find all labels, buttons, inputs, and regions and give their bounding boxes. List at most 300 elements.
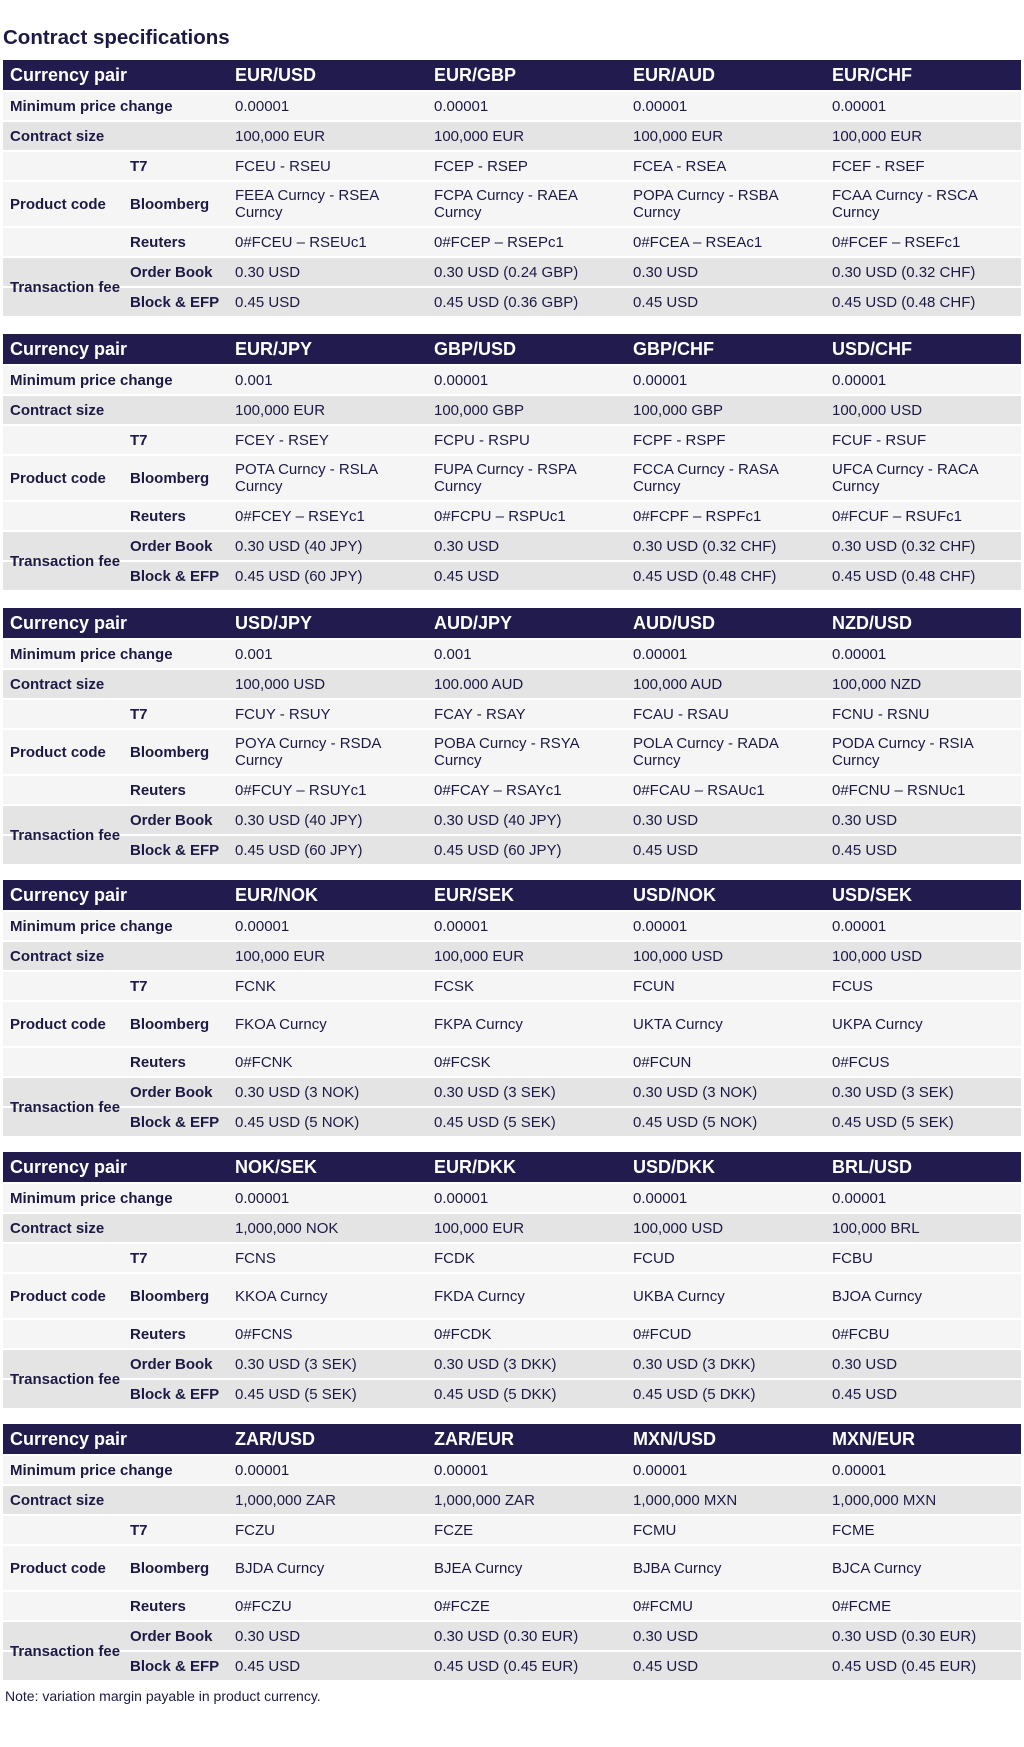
order-book-fee-value-text: 0.30 USD (3 NOK)	[633, 1083, 758, 1101]
min-price-change-value	[434, 366, 488, 394]
contract-size-value	[434, 1486, 535, 1514]
block-efp-fee-value-text: 0.45 USD (0.45 EUR)	[434, 1657, 579, 1675]
reuters-code-value	[832, 228, 960, 256]
block-efp-fee-value	[235, 1380, 357, 1408]
block-efp-label	[130, 1108, 219, 1136]
min-price-change-value-text: 0.00001	[235, 97, 290, 115]
minimum-price-change-label	[10, 92, 173, 120]
contract-size-value-text: 100,000 USD	[235, 675, 326, 693]
contract-size-value-text: 100,000 NZD	[832, 675, 922, 693]
order-book-fee-value-text: 0.30 USD	[633, 263, 699, 281]
table-row-head	[3, 334, 1021, 364]
contract-table	[3, 60, 1021, 318]
contract-size-value	[633, 122, 723, 150]
product-code-label: Product code	[10, 469, 106, 487]
t7-code-value	[633, 152, 726, 180]
t7-label-text: T7	[130, 1249, 148, 1267]
currency-pair-label-text: Currency pair	[10, 64, 128, 85]
t7-code-value	[633, 700, 729, 728]
bloomberg-code-value-text: FEEA Curncy - RSEA Curncy	[235, 187, 379, 221]
contract-size-value	[434, 396, 524, 424]
bloomberg-code-value	[434, 182, 619, 226]
reuters-code-value	[434, 776, 562, 804]
t7-code-value-text: FCAY - RSAY	[434, 705, 526, 723]
bloomberg-code-value-text: POLA Curncy - RADA Curncy	[633, 735, 779, 769]
t7-code-value-text: FCUS	[832, 977, 873, 995]
reuters-code-value-text: 0#FCME	[832, 1597, 892, 1615]
order-book-fee-value-text: 0.30 USD (3 SEK)	[434, 1083, 556, 1101]
min-price-change-value	[235, 366, 273, 394]
block-efp-fee-value	[235, 1652, 300, 1680]
bloomberg-code-value-text: BJEA Curncy	[434, 1559, 523, 1577]
t7-label	[130, 972, 148, 1000]
currency-pair-label-text: Currency pair	[10, 612, 128, 633]
min-price-change-value	[434, 912, 488, 940]
contract-size-value-text: 1,000,000 ZAR	[235, 1491, 336, 1509]
currency-pair-header-text: EUR/SEK	[434, 884, 515, 905]
block-efp-label	[130, 288, 219, 316]
min-price-change-value	[434, 92, 488, 120]
minimum-price-change-label-text: Minimum price change	[10, 97, 173, 115]
order-book-fee-value	[832, 1622, 976, 1650]
reuters-code-value	[633, 1320, 691, 1348]
reuters-code-value-text: 0#FCEU – RSEUc1	[235, 233, 367, 251]
currency-pair-label-text: Currency pair	[10, 884, 128, 905]
currency-pair-header-text: EUR/JPY	[235, 338, 313, 359]
block-efp-fee-value	[633, 1652, 698, 1680]
minimum-price-change-label	[10, 1456, 173, 1484]
order-book-fee-value-text: 0.30 USD	[633, 811, 699, 829]
table-row-bbg	[3, 456, 1021, 500]
t7-code-value-text: FCNK	[235, 977, 276, 995]
bloomberg-code-value	[633, 1546, 818, 1590]
order-book-fee-value	[832, 258, 975, 286]
reuters-code-value	[832, 1320, 890, 1348]
block-efp-fee-value-text: 0.45 USD	[832, 1385, 898, 1403]
contract-size-value-text: 100,000 EUR	[235, 947, 326, 965]
product-code-label: Product code	[10, 1015, 106, 1033]
table-row-min	[3, 1184, 1021, 1212]
contract-size-value	[434, 942, 524, 970]
transaction-fee-label: Transaction fee	[10, 552, 121, 570]
bloomberg-code-value	[633, 730, 818, 774]
t7-label	[130, 1244, 148, 1272]
block-efp-label	[130, 562, 219, 590]
minimum-price-change-label-text: Minimum price change	[10, 1189, 173, 1207]
bloomberg-code-value-text: POBA Curncy - RSYA Curncy	[434, 735, 579, 769]
t7-code-value-text: FCNU - RSNU	[832, 705, 930, 723]
order-book-fee-value	[434, 1350, 557, 1378]
contract-size-label-text: Contract size	[10, 127, 105, 145]
block-efp-fee-value	[434, 1108, 556, 1136]
contract-table	[3, 880, 1021, 1138]
order-book-fee-value	[633, 806, 698, 834]
contract-size-value	[633, 670, 722, 698]
block-efp-fee-value-text: 0.45 USD	[633, 841, 699, 859]
table-row-size	[3, 942, 1021, 970]
currency-pair-header-text: EUR/NOK	[235, 884, 319, 905]
t7-code-value	[235, 1244, 276, 1272]
table-row-ob	[3, 532, 1021, 560]
table-row-t7	[3, 1516, 1021, 1544]
currency-pair-header-text: USD/SEK	[832, 884, 913, 905]
block-efp-fee-value	[633, 288, 698, 316]
bloomberg-code-value-text: BJCA Curncy	[832, 1559, 922, 1577]
bloomberg-code-value-text: FKPA Curncy	[434, 1015, 523, 1033]
reuters-code-value-text: 0#FCDK	[434, 1325, 492, 1343]
contract-size-value-text: 100,000 EUR	[235, 401, 326, 419]
bloomberg-code-value-text: KKOA Curncy	[235, 1287, 328, 1305]
bloomberg-code-value	[434, 1274, 619, 1318]
bloomberg-code-value	[832, 1546, 1017, 1590]
block-efp-fee-value	[434, 1652, 578, 1680]
t7-label-text: T7	[130, 157, 148, 175]
minimum-price-change-label-text: Minimum price change	[10, 1461, 173, 1479]
contract-size-value-text: 100,000 EUR	[434, 947, 525, 965]
currency-pair-header	[832, 880, 912, 910]
minimum-price-change-label	[10, 640, 173, 668]
reuters-code-value	[434, 228, 564, 256]
bloomberg-code-value	[235, 1546, 420, 1590]
reuters-label	[130, 502, 186, 530]
order-book-fee-value	[633, 1622, 698, 1650]
bloomberg-label	[130, 1274, 209, 1318]
bloomberg-code-value-text: FCAA Curncy - RSCA Curncy	[832, 187, 978, 221]
order-book-label-text: Order Book	[130, 811, 213, 829]
min-price-change-value	[434, 1184, 488, 1212]
currency-pair-header-text: BRL/USD	[832, 1156, 912, 1177]
table-row-t7	[3, 152, 1021, 180]
bloomberg-code-value	[633, 1002, 818, 1046]
block-efp-fee-value-text: 0.45 USD	[633, 1657, 699, 1675]
order-book-fee-value-text: 0.30 USD (3 NOK)	[235, 1083, 360, 1101]
table-row-ob	[3, 1078, 1021, 1106]
bloomberg-code-value-text: POYA Curncy - RSDA Curncy	[235, 735, 381, 769]
block-efp-fee-value	[832, 562, 975, 590]
contract-size-label	[10, 942, 104, 970]
currency-pair-header	[633, 60, 715, 90]
min-price-change-value	[235, 912, 289, 940]
t7-code-value-text: FCME	[832, 1521, 875, 1539]
bloomberg-label	[130, 182, 209, 226]
table-row-min	[3, 366, 1021, 394]
currency-pair-header	[235, 60, 316, 90]
currency-pair-header-text: GBP/CHF	[633, 338, 714, 359]
bloomberg-code-value	[832, 1274, 1017, 1318]
reuters-code-value-text: 0#FCPF – RSPFc1	[633, 507, 762, 525]
table-row-head	[3, 1424, 1021, 1454]
order-book-label-text: Order Book	[130, 1355, 213, 1373]
currency-pair-header	[832, 60, 912, 90]
contract-size-value	[235, 396, 325, 424]
t7-code-value	[633, 972, 675, 1000]
table-row-block	[3, 562, 1021, 590]
order-book-fee-value	[832, 1350, 897, 1378]
min-price-change-value-text: 0.00001	[235, 1461, 290, 1479]
table-row-min	[3, 640, 1021, 668]
t7-code-value	[434, 426, 530, 454]
currency-pair-header	[633, 334, 714, 364]
block-efp-fee-value	[235, 288, 300, 316]
min-price-change-value	[633, 92, 687, 120]
min-price-change-value	[633, 640, 687, 668]
bloomberg-code-value	[633, 1274, 818, 1318]
currency-pair-header-text: EUR/CHF	[832, 64, 912, 85]
contract-size-value-text: 100,000 USD	[832, 947, 923, 965]
table-row-t7	[3, 426, 1021, 454]
t7-code-value-text: FCUN	[633, 977, 675, 995]
order-book-fee-value-text: 0.30 USD (3 SEK)	[832, 1083, 954, 1101]
t7-label-text: T7	[130, 977, 148, 995]
bloomberg-code-value	[235, 182, 420, 226]
minimum-price-change-label	[10, 1184, 173, 1212]
table-row-size	[3, 1214, 1021, 1242]
t7-code-value	[633, 1516, 676, 1544]
block-efp-fee-value-text: 0.45 USD (60 JPY)	[235, 567, 363, 585]
block-efp-fee-value	[633, 1108, 757, 1136]
reuters-code-value	[832, 502, 962, 530]
table-row-block	[3, 288, 1021, 316]
block-efp-fee-value	[832, 836, 897, 864]
order-book-label	[130, 532, 213, 560]
table-row-t7	[3, 972, 1021, 1000]
block-efp-fee-value-text: 0.45 USD (0.36 GBP)	[434, 293, 579, 311]
reuters-code-value	[235, 1048, 293, 1076]
order-book-fee-value-text: 0.30 USD (0.32 CHF)	[832, 263, 976, 281]
currency-pair-header	[235, 334, 312, 364]
reuters-label-text: Reuters	[130, 507, 186, 525]
reuters-code-value	[235, 1592, 292, 1620]
bloomberg-code-value	[832, 1002, 1017, 1046]
t7-code-value-text: FCUF - RSUF	[832, 431, 927, 449]
currency-pair-header	[633, 1424, 716, 1454]
block-efp-fee-value-text: 0.45 USD (5 SEK)	[434, 1113, 556, 1131]
order-book-fee-value	[434, 806, 562, 834]
bloomberg-label-text: Bloomberg	[130, 743, 210, 761]
block-efp-fee-value	[434, 288, 578, 316]
minimum-price-change-label-text: Minimum price change	[10, 645, 173, 663]
currency-pair-header-text: USD/DKK	[633, 1156, 716, 1177]
minimum-price-change-label-text: Minimum price change	[10, 917, 173, 935]
reuters-code-value-text: 0#FCEF – RSEFc1	[832, 233, 961, 251]
bloomberg-code-value	[633, 456, 818, 500]
transaction-fee-label: Transaction fee	[10, 278, 121, 296]
contract-size-value	[235, 942, 325, 970]
min-price-change-value-text: 0.00001	[832, 1189, 887, 1207]
table-row-bbg	[3, 1002, 1021, 1046]
currency-pair-label	[10, 1424, 127, 1454]
reuters-code-value	[434, 1592, 490, 1620]
table-row-size	[3, 396, 1021, 424]
contract-size-value	[434, 1214, 524, 1242]
currency-pair-header	[832, 1424, 915, 1454]
min-price-change-value	[832, 640, 886, 668]
reuters-code-value-text: 0#FCEA – RSEAc1	[633, 233, 763, 251]
reuters-code-value-text: 0#FCNU – RSNUc1	[832, 781, 966, 799]
reuters-code-value	[832, 1592, 891, 1620]
contract-size-value	[235, 670, 325, 698]
reuters-code-value-text: 0#FCUY – RSUYc1	[235, 781, 367, 799]
reuters-label-text: Reuters	[130, 781, 186, 799]
t7-code-value	[832, 972, 873, 1000]
bloomberg-code-value-text: BJDA Curncy	[235, 1559, 325, 1577]
min-price-change-value-text: 0.00001	[434, 917, 489, 935]
t7-code-value-text: FCZE	[434, 1521, 474, 1539]
block-efp-fee-value-text: 0.45 USD (5 DKK)	[434, 1385, 557, 1403]
reuters-code-value	[235, 1320, 293, 1348]
min-price-change-value	[633, 1456, 687, 1484]
order-book-label	[130, 258, 213, 286]
reuters-code-value	[832, 776, 965, 804]
product-code-label: Product code	[10, 1287, 106, 1305]
order-book-fee-value	[633, 1078, 757, 1106]
t7-label-text: T7	[130, 431, 148, 449]
currency-pair-header-text: ZAR/EUR	[434, 1428, 514, 1449]
bloomberg-code-value-text: UKPA Curncy	[832, 1015, 923, 1033]
table-row-bbg	[3, 730, 1021, 774]
contract-size-label-text: Contract size	[10, 947, 105, 965]
contract-size-label	[10, 122, 104, 150]
contract-size-label	[10, 670, 104, 698]
t7-code-value	[832, 152, 925, 180]
currency-pair-header	[633, 1152, 715, 1182]
order-book-fee-value-text: 0.30 USD (3 DKK)	[434, 1355, 557, 1373]
currency-pair-label-text: Currency pair	[10, 1428, 128, 1449]
t7-code-value-text: FCEA - RSEA	[633, 157, 727, 175]
min-price-change-value-text: 0.00001	[434, 1461, 489, 1479]
t7-code-value	[434, 1244, 475, 1272]
reuters-code-value-text: 0#FCAU – RSAUc1	[633, 781, 765, 799]
block-efp-label-text: Block & EFP	[130, 293, 220, 311]
reuters-label-text: Reuters	[130, 1053, 186, 1071]
block-efp-fee-value	[832, 288, 975, 316]
t7-label	[130, 426, 148, 454]
currency-pair-header	[434, 334, 516, 364]
min-price-change-value	[832, 912, 886, 940]
block-efp-fee-value-text: 0.45 USD (0.48 CHF)	[832, 567, 976, 585]
order-book-fee-value-text: 0.30 USD	[235, 263, 301, 281]
currency-pair-header	[633, 880, 716, 910]
currency-pair-header	[832, 608, 912, 638]
product-code-label: Product code	[10, 743, 106, 761]
order-book-fee-value-text: 0.30 USD (0.32 CHF)	[832, 537, 976, 555]
bloomberg-code-value-text: UKTA Curncy	[633, 1015, 723, 1033]
currency-pair-header	[235, 1424, 315, 1454]
contract-size-value	[434, 670, 523, 698]
contract-size-value-text: 100,000 EUR	[434, 1219, 525, 1237]
t7-code-value-text: FCEP - RSEP	[434, 157, 528, 175]
table-row-size	[3, 122, 1021, 150]
t7-code-value-text: FCMU	[633, 1521, 677, 1539]
currency-pair-header	[434, 608, 512, 638]
bloomberg-code-value-text: BJOA Curncy	[832, 1287, 923, 1305]
bloomberg-code-value	[633, 182, 818, 226]
t7-code-value-text: FCEU - RSEU	[235, 157, 331, 175]
contract-size-value	[633, 1486, 737, 1514]
t7-code-value-text: FCBU	[832, 1249, 873, 1267]
block-efp-fee-value-text: 0.45 USD	[633, 293, 699, 311]
order-book-fee-value-text: 0.30 USD (0.32 CHF)	[633, 537, 777, 555]
currency-pair-header-text: NZD/USD	[832, 612, 912, 633]
bloomberg-code-value	[235, 456, 420, 500]
order-book-label	[130, 1350, 213, 1378]
block-efp-fee-value	[832, 1652, 976, 1680]
t7-code-value-text: FCZU	[235, 1521, 275, 1539]
contract-table	[3, 1152, 1021, 1410]
currency-pair-label	[10, 334, 127, 364]
reuters-label-text: Reuters	[130, 1325, 186, 1343]
reuters-code-value	[633, 228, 762, 256]
table-row-reu	[3, 1592, 1021, 1620]
order-book-fee-value-text: 0.30 USD (0.24 GBP)	[434, 263, 579, 281]
reuters-code-value-text: 0#FCZE	[434, 1597, 490, 1615]
bloomberg-label	[130, 730, 209, 774]
order-book-label	[130, 806, 213, 834]
bloomberg-code-value	[434, 730, 619, 774]
transaction-fee-label: Transaction fee	[10, 1098, 121, 1116]
t7-code-value	[832, 700, 930, 728]
block-efp-fee-value	[832, 1108, 954, 1136]
t7-code-value-text: FCPU - RSPU	[434, 431, 530, 449]
reuters-code-value-text: 0#FCMU	[633, 1597, 694, 1615]
bloomberg-code-value-text: FUPA Curncy - RSPA Curncy	[434, 461, 576, 495]
contract-size-value-text: 100,000 EUR	[235, 127, 326, 145]
table-row-size	[3, 1486, 1021, 1514]
block-efp-fee-value-text: 0.45 USD (60 JPY)	[235, 841, 363, 859]
table-row-min	[3, 92, 1021, 120]
bloomberg-label	[130, 1546, 209, 1590]
table-row-reu	[3, 776, 1021, 804]
block-efp-label	[130, 836, 219, 864]
order-book-fee-value-text: 0.30 USD (0.30 EUR)	[434, 1627, 579, 1645]
block-efp-fee-value	[235, 1108, 359, 1136]
reuters-code-value-text: 0#FCUN	[633, 1053, 692, 1071]
order-book-fee-value	[434, 532, 499, 560]
block-efp-fee-value	[633, 836, 698, 864]
currency-pair-header-text: EUR/USD	[235, 64, 317, 85]
block-efp-fee-value	[235, 562, 363, 590]
order-book-label-text: Order Book	[130, 263, 213, 281]
contract-table	[3, 334, 1021, 592]
block-efp-fee-value	[434, 562, 499, 590]
bloomberg-label-text: Bloomberg	[130, 195, 210, 213]
t7-code-value-text: FCEF - RSEF	[832, 157, 925, 175]
order-book-label-text: Order Book	[130, 537, 213, 555]
currency-pair-label	[10, 608, 127, 638]
order-book-fee-value-text: 0.30 USD (40 JPY)	[235, 537, 363, 555]
t7-code-value-text: FCNS	[235, 1249, 276, 1267]
contract-size-value	[633, 942, 723, 970]
contract-size-value	[832, 670, 921, 698]
bloomberg-code-value	[832, 182, 1017, 226]
bloomberg-code-value	[832, 730, 1017, 774]
order-book-fee-value	[235, 806, 363, 834]
reuters-code-value-text: 0#FCZU	[235, 1597, 292, 1615]
t7-code-value-text: FCPF - RSPF	[633, 431, 726, 449]
min-price-change-value	[235, 1456, 289, 1484]
currency-pair-header-text: MXN/EUR	[832, 1428, 916, 1449]
contract-table	[3, 1424, 1021, 1682]
min-price-change-value-text: 0.00001	[832, 917, 887, 935]
contract-size-value	[633, 396, 723, 424]
block-efp-fee-value	[434, 1380, 557, 1408]
product-code-label: Product code	[10, 1559, 106, 1577]
min-price-change-value-text: 0.00001	[832, 1461, 887, 1479]
currency-pair-header	[434, 60, 516, 90]
reuters-code-value-text: 0#FCNS	[235, 1325, 293, 1343]
min-price-change-value-text: 0.00001	[633, 1461, 688, 1479]
reuters-label-text: Reuters	[130, 1597, 186, 1615]
